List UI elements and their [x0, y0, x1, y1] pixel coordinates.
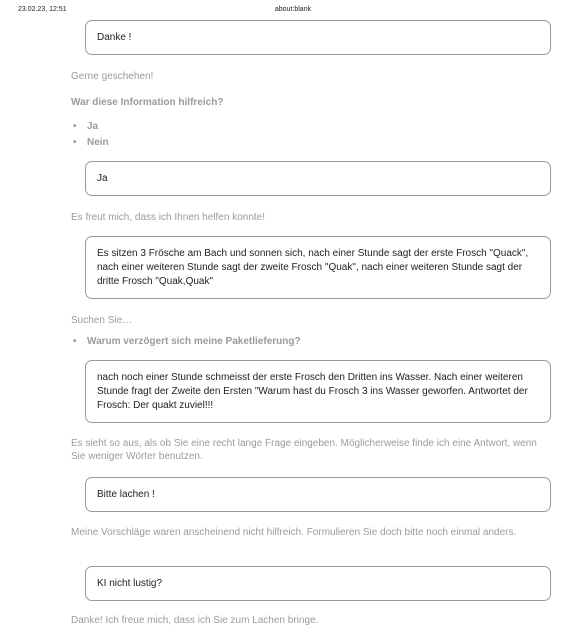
user-message: [85, 566, 551, 601]
bullet-icon: •: [73, 121, 77, 132]
option-nein[interactable]: [73, 137, 109, 148]
bot-message: Meine Vorschläge waren anscheinend nicht hilfreich. Formulieren Sie doch bitte noch einmal anders.: [71, 527, 517, 538]
option-paketlieferung[interactable]: [73, 336, 301, 347]
option-ja[interactable]: [73, 121, 98, 132]
option-label: Warum verzögert sich meine Paketlieferung?: [87, 336, 301, 347]
user-message: [85, 20, 551, 55]
bot-message: Es freut mich, dass ich Ihnen helfen konnte!: [71, 212, 265, 223]
bullet-icon: •: [73, 336, 77, 347]
user-message: [85, 360, 551, 423]
bot-message: Gerne geschehen!: [71, 71, 154, 82]
option-label: Nein: [87, 137, 109, 148]
user-message: [85, 236, 551, 299]
user-message-text: Ja: [97, 172, 108, 184]
user-message-text: Bitte lachen !: [97, 488, 155, 500]
user-message: [85, 477, 551, 512]
print-url: about:blank: [274, 6, 312, 13]
user-message-text: nach noch einer Stunde schmeisst der erste Frosch den Dritten ins Wasser. Nach einer weiteren Stunde fragt der Zweite den Ersten "Warum hast du Frosch 3 ins Wasser geworfen. Antwortet der Frosch: Der quakt zuviel!!!: [97, 371, 528, 411]
user-message-text: Es sitzen 3 Frösche am Bach und sonnen sich, nach einer Stunde sagt der erste Frosch "Quack", nach einer weiteren Stunde sagt der zweite Frosch "Quak", nach einer weiteren Stunde sagt der dritte Frosch "Quak,Quak": [97, 247, 529, 287]
print-header: [0, 0, 586, 16]
bullet-icon: •: [73, 137, 77, 148]
user-message: [85, 161, 551, 196]
user-message-text: KI nicht lustig?: [97, 577, 163, 589]
bot-message: Danke! Ich freue mich, dass ich Sie zum Lachen bringe.: [71, 615, 319, 626]
bot-message: Suchen Sie…: [71, 315, 133, 326]
option-label: Ja: [87, 121, 99, 132]
user-message-text: Danke !: [97, 31, 132, 43]
bot-question: War diese Information hilfreich?: [71, 97, 224, 108]
bot-message: Es sieht so aus, als ob Sie eine recht lange Frage eingeben. Möglicherweise finde ich eine Antwort, wenn Sie weniger Wörter benutzen.: [71, 438, 537, 462]
print-date: 23.02.23, 12:51: [18, 6, 67, 13]
